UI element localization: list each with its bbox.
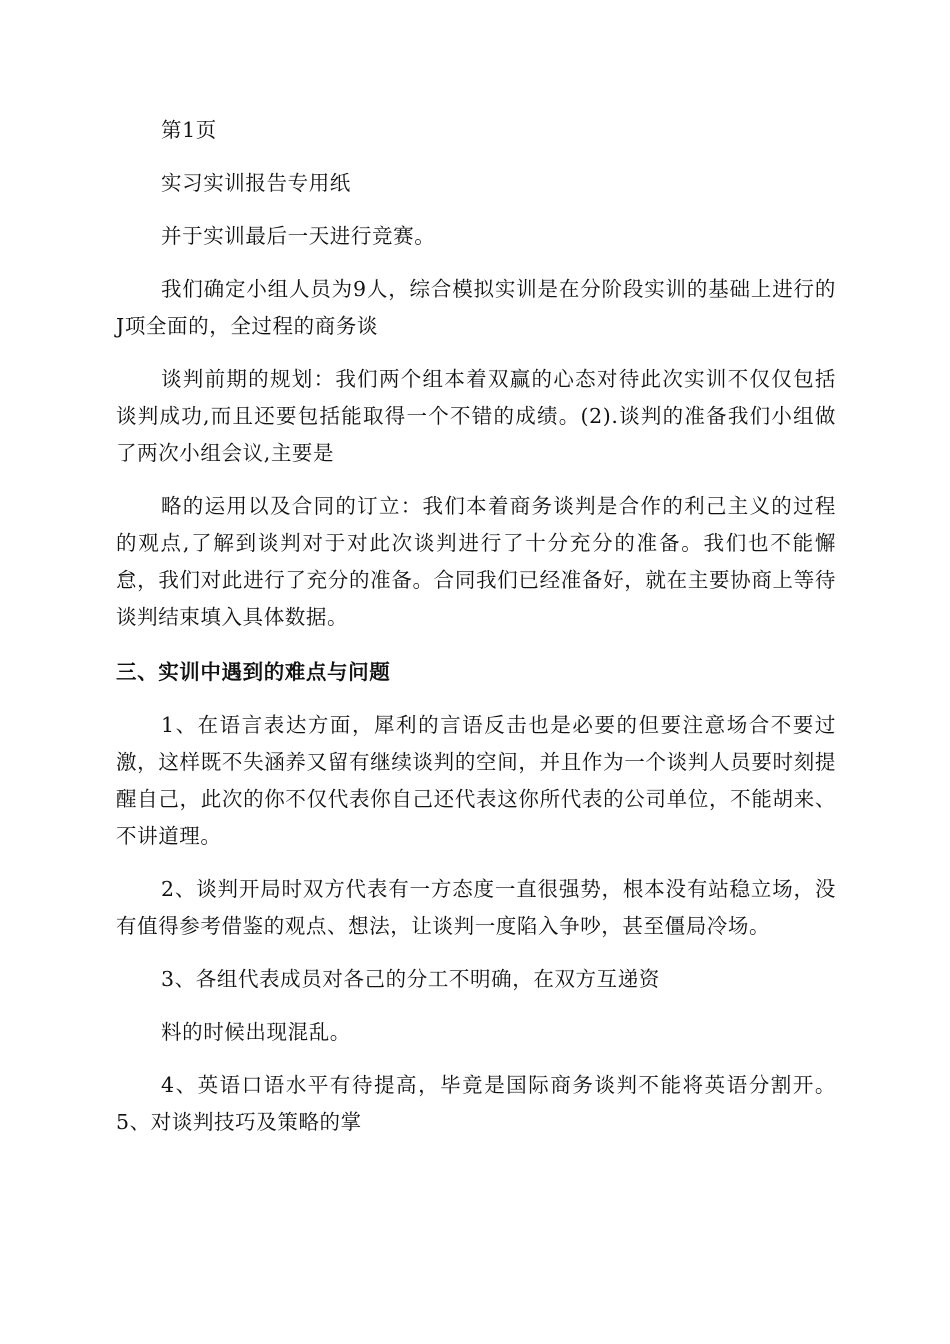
- problem-item-2: 2、谈判开局时双方代表有一方态度一直很强势，根本没有站稳立场，没有值得参考借鉴的观点、想法，让谈判一度陷入争吵，甚至僵局冷场。: [116, 877, 836, 938]
- problem-item-3-continued: 料的时候出现混乱。: [161, 1020, 351, 1044]
- paragraph-2: 我们确定小组人员为9人，综合模拟实训是在分阶段实训的基础上进行的J项全面的，全过程的商务谈: [116, 277, 836, 338]
- paragraph-1: 并于实训最后一天进行竞赛。: [161, 224, 436, 248]
- page-number: 第1页: [161, 118, 217, 142]
- problem-item-3: 3、各组代表成员对各己的分工不明确，在双方互递资: [161, 967, 660, 991]
- paragraph-3: 谈判前期的规划：我们两个组本着双赢的心态对待此次实训不仅仅包括谈判成功,而且还要包括能取得一个不错的成绩。(2).谈判的准备我们小组做了两次小组会议,主要是: [116, 367, 836, 465]
- problem-item-1: 1、在语言表达方面，犀利的言语反击也是必要的但要注意场合不要过激，这样既不失涵养又留有继续谈判的空间，并且作为一个谈判人员要时刻提醒自己，此次的你不仅代表你自己还代表这你所代表的公司单位，不能胡来、不讲道理。: [116, 713, 836, 848]
- paper-title: 实习实训报告专用纸: [161, 171, 351, 195]
- paragraph-4: 略的运用以及合同的订立：我们本着商务谈判是合作的利己主义的过程的观点,了解到谈判对于对此次谈判进行了十分充分的准备。我们也不能懈怠，我们对此进行了充分的准备。合同我们已经准备好，就在主要协商上等待谈判结束填入具体数据。: [116, 494, 836, 629]
- document-body: [116, 112, 836, 1141]
- problem-item-4-5: 4、英语口语水平有待提高，毕竟是国际商务谈判不能将英语分割开。5、对谈判技巧及策略的掌: [116, 1073, 836, 1134]
- section-heading: 三、实训中遇到的难点与问题: [116, 660, 391, 684]
